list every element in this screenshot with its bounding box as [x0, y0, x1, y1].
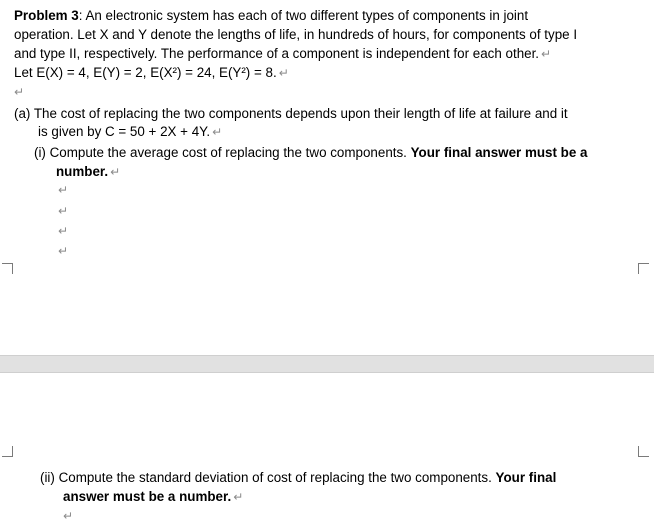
page-corner-mark [2, 263, 13, 274]
page-break-gap [0, 355, 654, 373]
part-a-line-1: (a) The cost of replacing the two components depends upon their length of life at failure and it [14, 106, 568, 121]
problem-label: Problem 3 [14, 8, 79, 23]
paragraph-mark-icon: ↵ [14, 85, 25, 99]
paragraph-mark-icon: ↵ [212, 125, 223, 139]
part-ii-line-1: (ii) Compute the standard deviation of cost of replacing the two components. Your final [40, 470, 557, 485]
paragraph-mark-icon: ↵ [233, 490, 244, 504]
page-corner-mark [638, 263, 649, 274]
paragraph-mark-icon: ↵ [58, 224, 69, 238]
paragraph-mark-icon: ↵ [278, 66, 289, 80]
expectations-line: Let E(X) = 4, E(Y) = 2, E(X²) = 24, E(Y²) = 8. ↵ [14, 65, 289, 80]
page-corner-mark [638, 446, 649, 457]
paragraph-mark-icon: ↵ [58, 244, 69, 258]
part-i-line-2: number. ↵ [56, 164, 121, 179]
part-a-line-2: is given by C = 50 + 2X + 4Y. ↵ [38, 124, 223, 139]
paragraph-mark-icon: ↵ [541, 47, 552, 61]
part-ii-line-2: answer must be a number. ↵ [63, 489, 244, 504]
page-corner-mark [2, 446, 13, 457]
problem-line-1: Problem 3: An electronic system has each of two different types of components in joint [14, 8, 529, 23]
paragraph-mark-icon: ↵ [58, 183, 69, 197]
paragraph-mark-icon: ↵ [63, 509, 74, 523]
paragraph-mark-icon: ↵ [58, 204, 69, 218]
problem-line-3: and type II, respectively. The performance of a component is independent for each other. ↵ [14, 46, 552, 61]
problem-line-2: operation. Let X and Y denote the lengths of life, in hundreds of hours, for components of type I [14, 27, 578, 42]
part-i-line-1: (i) Compute the average cost of replacing the two components. Your final answer must be a [34, 145, 588, 160]
paragraph-mark-icon: ↵ [110, 165, 121, 179]
